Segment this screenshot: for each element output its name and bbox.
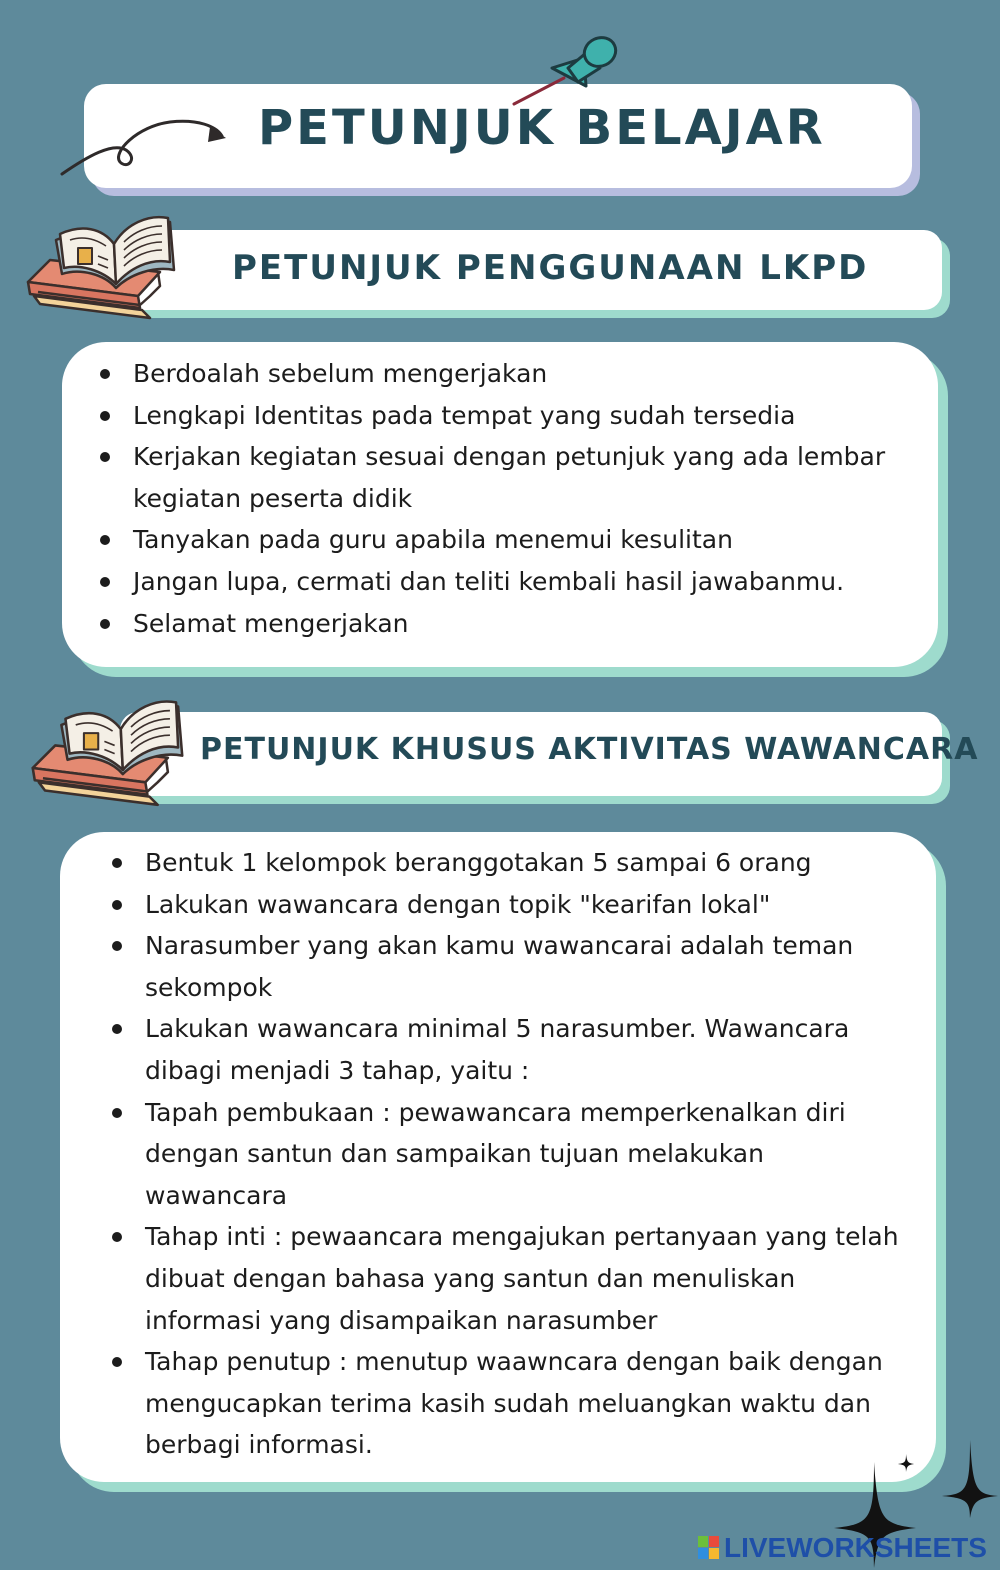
section1-list — [100, 353, 900, 644]
book-icon — [24, 684, 194, 812]
book-icon — [20, 200, 185, 325]
page-title: PETUNJUK BELAJAR — [258, 100, 826, 156]
section2-list — [112, 842, 902, 1466]
list-item: Tahap penutup : menutup waawncara dengan baik dengan mengucapkan terima kasih sudah meluangkan waktu dan berbagi informasi. — [112, 1341, 902, 1466]
list-item: Lengkapi Identitas pada tempat yang sudah tersedia — [100, 395, 900, 437]
list-item: Tanyakan pada guru apabila menemui kesulitan — [100, 519, 900, 561]
brand-logo-icon — [698, 1536, 720, 1560]
list-item: Tapah pembukaan : pewawancara memperkenalkan diri dengan santun dan sampaikan tujuan melakukan wawancara — [112, 1092, 902, 1217]
list-item: Bentuk 1 kelompok beranggotakan 5 sampai 6 orang — [112, 842, 902, 884]
list-item: Jangan lupa, cermati dan teliti kembali hasil jawabanmu. — [100, 561, 900, 603]
list-item: Narasumber yang akan kamu wawancarai adalah teman sekompok — [112, 925, 902, 1008]
list-item: Lakukan wawancara dengan topik "kearifan lokal" — [112, 884, 902, 926]
footer-brand[interactable]: LIVEWORKSHEETS — [724, 1532, 987, 1563]
curly-arrow-icon — [58, 112, 238, 182]
section1-heading: PETUNJUK PENGGUNAAN LKPD — [232, 248, 869, 288]
list-item: Lakukan wawancara minimal 5 narasumber. Wawancara dibagi menjadi 3 tahap, yaitu : — [112, 1008, 902, 1091]
section2-heading: PETUNJUK KHUSUS AKTIVITAS WAWANCARA — [200, 732, 979, 767]
list-item: Berdoalah sebelum mengerjakan — [100, 353, 900, 395]
list-item: Selamat mengerjakan — [100, 603, 900, 645]
list-item: Tahap inti : pewaancara mengajukan pertanyaan yang telah dibuat dengan bahasa yang santun dan menuliskan informasi yang disampaikan narasumber — [112, 1216, 902, 1341]
list-item: Kerjakan kegiatan sesuai dengan petunjuk yang ada lembar kegiatan peserta didik — [100, 436, 900, 519]
